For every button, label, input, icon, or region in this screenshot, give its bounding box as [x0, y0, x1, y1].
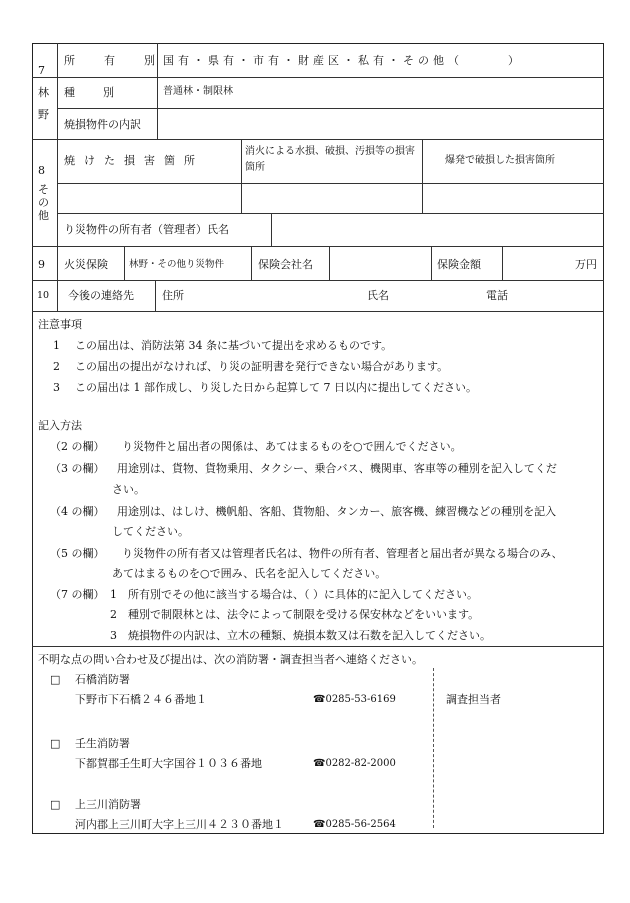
sec8-label-1: そ: [38, 183, 49, 196]
owner-name-label: り災物件の所有者（管理者）氏名: [64, 223, 229, 236]
sec8-label-3: 他: [38, 209, 49, 222]
sec9-number: 9: [38, 258, 45, 271]
howto-text-3b: さい。: [112, 483, 145, 496]
col-line: [422, 139, 423, 213]
col-line: [431, 246, 432, 280]
row-line: [57, 108, 604, 109]
row-line: [57, 183, 604, 184]
station-name-mibu: 壬生消防署: [75, 737, 130, 750]
station-address-ishibashi: 下野市下石橋２４６番地１: [75, 693, 207, 706]
address-label: 住所: [162, 289, 184, 302]
row-line: [32, 646, 604, 647]
water-damage-header: 消火による水損、破損、汚損等の損害箇所: [245, 146, 415, 173]
howto-text-4b: してください。: [112, 525, 189, 538]
howto-title: 記入方法: [38, 419, 82, 432]
type-options[interactable]: 普通林・制限林: [163, 86, 233, 97]
col-line: [251, 246, 252, 280]
row-line: [32, 246, 604, 247]
name-label: 氏名: [367, 289, 389, 302]
col-line: [329, 246, 330, 280]
howto-text-7-1: 1 所有別でその他に該当する場合は、（ ）に具体的に記入してください。: [110, 588, 478, 601]
col-line: [57, 43, 58, 311]
notes-title: 注意事項: [38, 318, 82, 331]
insurance-label: 火災保険: [64, 258, 108, 271]
note-text: この届出は 1 部作成し、り災した日から起算して 7 日以内に提出してください。: [75, 381, 477, 394]
sec10-number: 10: [37, 290, 50, 301]
contact-intro: 不明な点の問い合わせ及び提出は、次の消防署・調査担当者へ連絡ください。: [38, 653, 423, 666]
howto-text-5a: り災物件の所有者又は管理者氏名は、物件の所有者、管理者と届出者が異なる場合のみ、: [122, 547, 563, 560]
row-line: [32, 311, 604, 312]
station-address-kaminokawa: 河内郡上三川町大字上三川４２３０番地１: [75, 818, 284, 831]
station-phone-kaminokawa: ☎0285-56-2564: [313, 819, 396, 830]
ownership-options[interactable]: 国有・県有・市有・財産区・私有・その他（ ）: [163, 54, 523, 67]
row-line: [32, 280, 604, 281]
howto-text-3a: 用途別は、貨物、貨物乗用、タクシー、乗合バス、機関車、客車等の種別を記入してくだ: [117, 462, 557, 475]
sec8-label-2: の: [38, 196, 49, 209]
col-line: [155, 280, 156, 311]
sec7-label-1: 林: [38, 86, 49, 99]
checkbox-mibu[interactable]: □: [50, 737, 61, 750]
col-line: [271, 213, 272, 246]
row-line: [32, 139, 604, 140]
howto-text-4a: 用途別は、はしけ、機帆船、客船、貨物船、タンカー、旅客機、練習機などの種別を記入: [117, 505, 557, 518]
explosion-damage-header: 爆発で破損した損害箇所: [445, 155, 555, 166]
note-number: 2: [53, 360, 60, 373]
dashed-divider: [433, 668, 434, 828]
note-text: この届出の提出がなければ、り災の証明書を発行できない場合があります。: [75, 360, 449, 373]
checkbox-ishibashi[interactable]: □: [50, 673, 61, 686]
howto-tag-2: （2 の欄）: [50, 440, 105, 453]
row-line: [57, 213, 604, 214]
col-line: [241, 139, 242, 213]
type-label: 種 別: [64, 86, 116, 99]
contact-label: 今後の連絡先: [68, 289, 134, 302]
sec7-number: 7: [38, 64, 45, 77]
howto-tag-7: （7 の欄）: [50, 588, 105, 601]
howto-text-5b: あてはまるものを○で囲み、氏名を記入してください。: [112, 567, 387, 580]
insurance-type: 林野・その他り災物件: [129, 259, 225, 270]
insurance-unit: 万円: [575, 258, 597, 271]
checkbox-kaminokawa[interactable]: □: [50, 798, 61, 811]
ownership-label: 所 有 別: [64, 54, 164, 67]
station-phone-mibu: ☎0282-82-2000: [313, 758, 396, 769]
row-line: [32, 77, 604, 78]
phone-label: 電話: [486, 289, 508, 302]
station-name-kaminokawa: 上三川消防署: [75, 798, 141, 811]
burned-items-label: 焼損物件の内訳: [64, 118, 141, 131]
sec7-label-2: 野: [38, 108, 49, 121]
station-address-mibu: 下都賀郡壬生町大字国谷１０３６番地: [75, 757, 262, 770]
insurance-company-label: 保険会社名: [258, 258, 313, 271]
sec8-number: 8: [38, 164, 45, 177]
burned-damage-header: 焼けた損害箇所: [64, 154, 204, 167]
howto-text-7-3: 3 焼損物件の内訳は、立木の種類、焼損本数又は石数を記入してください。: [110, 629, 491, 642]
note-number: 3: [53, 381, 60, 394]
howto-tag-4: （4 の欄）: [50, 505, 105, 518]
investigator-label: 調査担当者: [446, 693, 501, 706]
note-number: 1: [53, 339, 60, 352]
station-phone-ishibashi: ☎0285-53-6169: [313, 694, 396, 705]
insurance-amount-label: 保険金額: [437, 258, 481, 271]
col-line: [502, 246, 503, 280]
howto-tag-5: （5 の欄）: [50, 547, 105, 560]
station-name-ishibashi: 石橋消防署: [75, 673, 130, 686]
howto-tag-3: （3 の欄）: [50, 462, 105, 475]
howto-text-7-2: 2 種別で制限林とは、法令によって制限を受ける保安林などをいいます。: [110, 608, 480, 621]
howto-text-2: り災物件と届出者の関係は、あてはまるものを○で囲んでください。: [122, 440, 462, 453]
note-text: この届出は、消防法第 34 条に基づいて提出を求めるものです。: [75, 339, 393, 352]
col-line: [124, 246, 125, 280]
